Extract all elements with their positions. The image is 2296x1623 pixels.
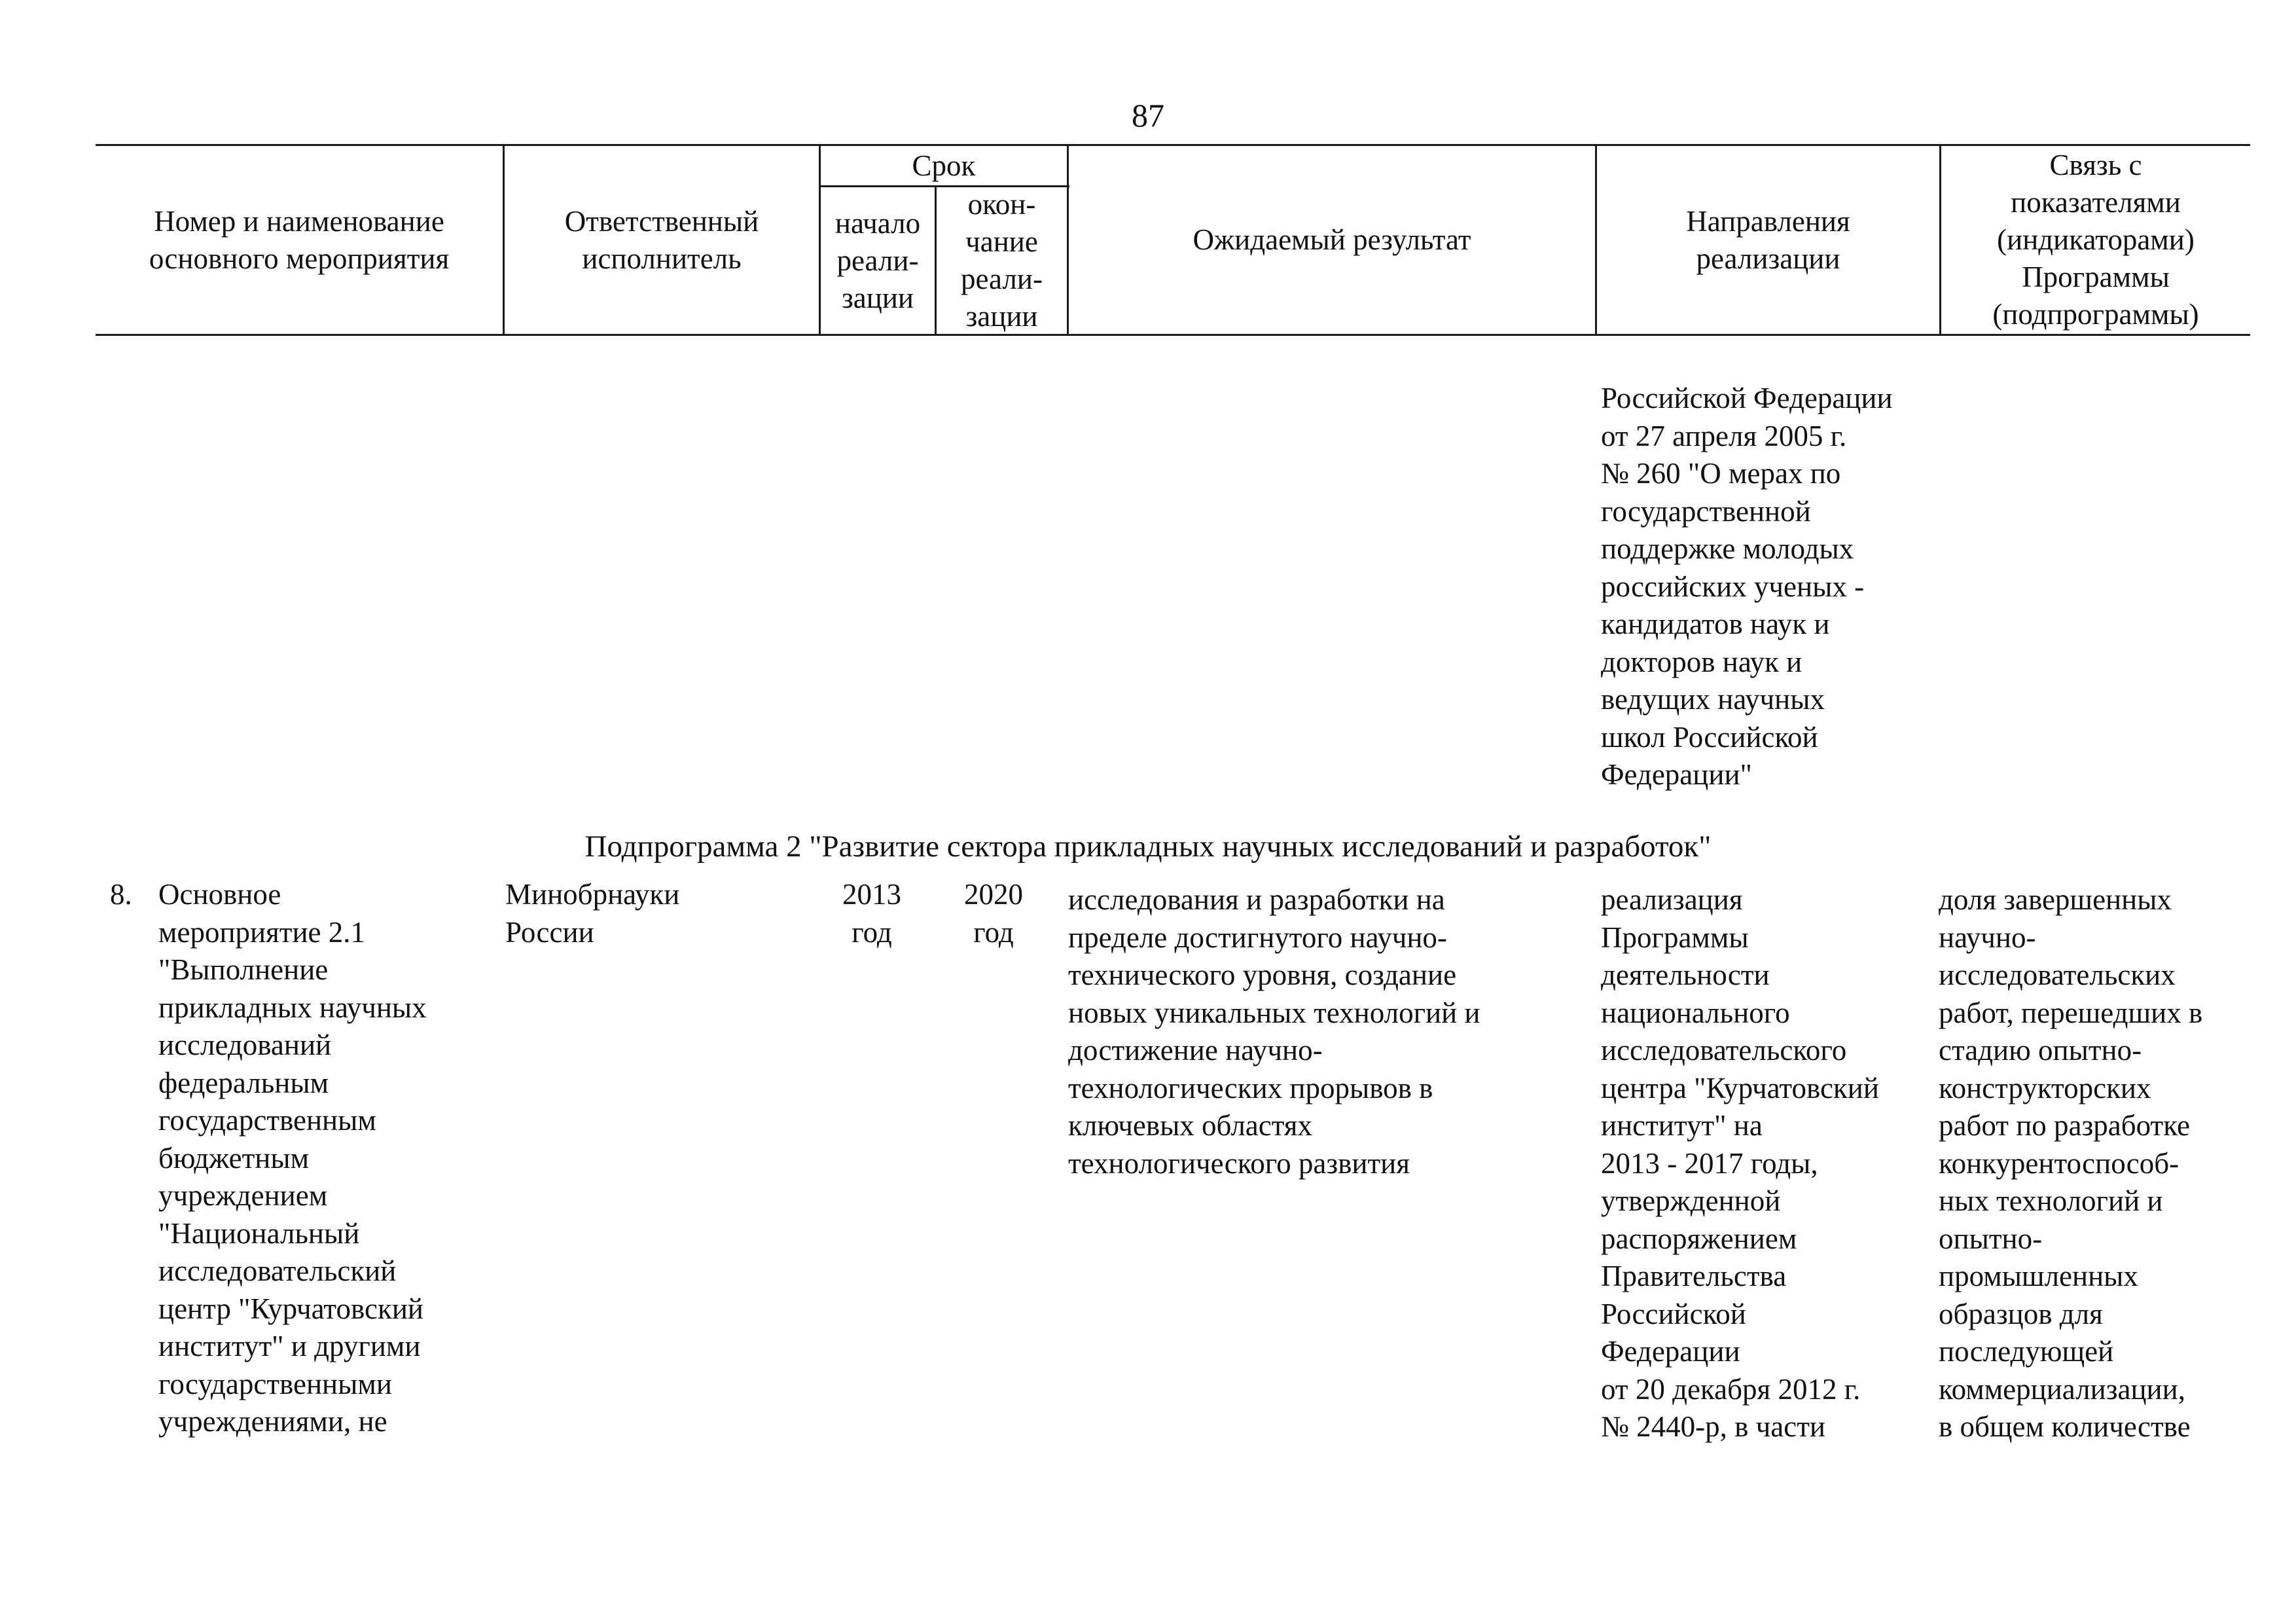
header-term: Срок [912,149,976,182]
subprogram-title: Подпрограмма 2 "Развитие сектора прикладных научных исследований и разработок" [584,830,1712,864]
header-result: Ожидаемый результат [1193,223,1471,256]
row-executor: Минобрнауки России [505,878,680,949]
header-end: окон-чание реали-зации [961,188,1043,333]
header-start: начало реали-зации [834,206,921,314]
row-start: 2013 год [842,878,901,949]
row-name: Основное мероприятие 2.1 "Выполнение прикладных научных исследований федеральным государственным бюджетным учреждением "Национальный исследовательский центр "Курчатовский институт" и другими государственными учреждениями, не [158,878,427,1438]
header-directions: Направления реализации [1686,204,1850,275]
header-executor: Ответственный исполнитель [564,204,759,275]
header-indicators: Связь с показателями (индикаторами) Программы (подпрограммы) [1992,149,2199,331]
row-result: исследования и разработки на пределе достигнутого научно- технического уровня, создание новых уникальных технологий и достижение научно- технологических прорывов в ключевых областях технологического развития [1068,883,1480,1180]
row-indicators: доля завершенных научно- исследовательских работ, перешедших в стадию опытно- конструкторских работ по разработке конкурентоспособ- ных технологий и опытно- промышленных образцов для последующей коммерциализации, в общем количестве [1939,883,2203,1443]
header-bottom-rule [96,334,2250,336]
row-number: 8. [110,878,132,911]
row-end: 2020 год [964,878,1023,949]
continuation-directions: Российской Федерации от 27 апреля 2005 г. № 260 "О мерах по государственной поддержке молодых российских ученых - кандидатов наук и докторов наук и ведущих научных школ Российской Федерации" [1601,382,1893,791]
row-directions: реализация Программы деятельности национального исследовательского центра "Курчатовский институт" на 2013 - 2017 годы, утвержденной распоряжением Правительства Российской Федерации от 20 декабря 2012 г. № 2440-р, в части [1601,883,1879,1443]
page-number: 87 [1132,97,1164,134]
header-name: Номер и наименование основного мероприятия [149,204,450,275]
